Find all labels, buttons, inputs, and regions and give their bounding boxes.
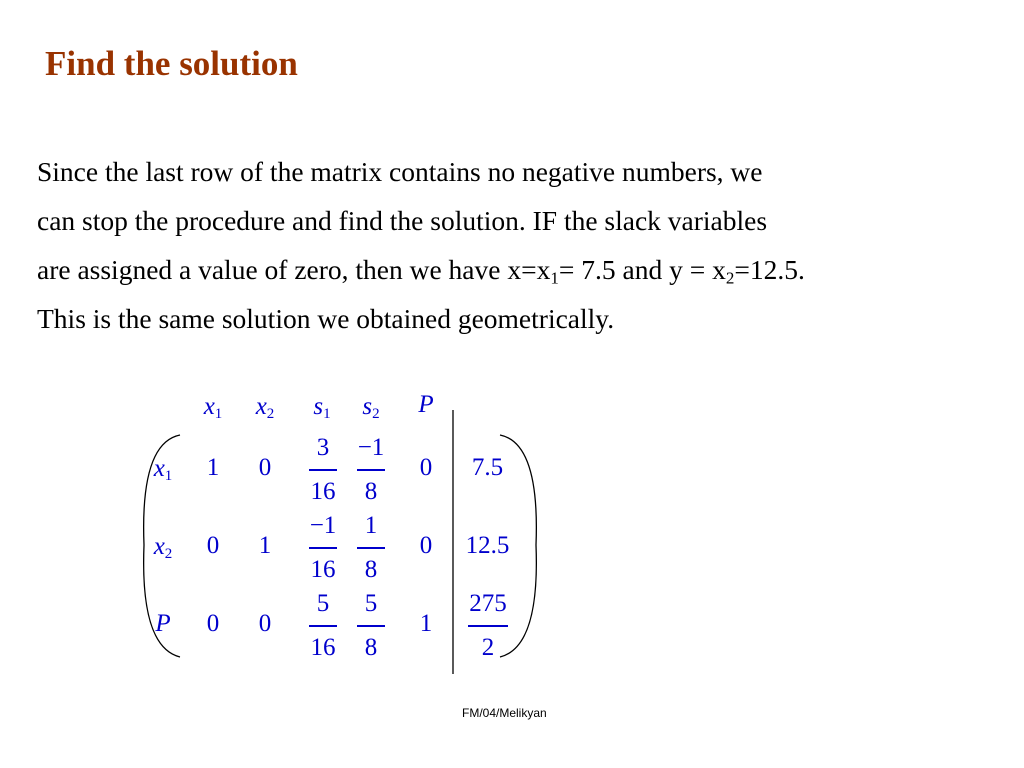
slide-title: Find the solution xyxy=(45,44,298,83)
body-line-4: This is the same solution we obtained geometrically. xyxy=(37,303,615,334)
header-s2: $s_2$ xyxy=(362,393,380,422)
slide-footer: FM/04/Melikyan xyxy=(462,706,547,720)
row2-x1: 0 xyxy=(206,532,220,559)
row-label-x2: $x_2$ xyxy=(153,533,173,562)
body-line-1: Since the last row of the matrix contains no negative numbers, we xyxy=(37,156,763,187)
row1-rhs: 7.5 xyxy=(471,454,504,481)
header-x2: $x_2$ xyxy=(255,393,275,422)
row3-s2-fraction: 5 8 xyxy=(351,589,391,663)
body-line-3-a: are assigned a value of zero, then we have x=x xyxy=(37,254,551,285)
body-line-3-sub1: 1 xyxy=(550,268,559,288)
row3-p: 1 xyxy=(419,610,433,637)
row1-s2-fraction: −1 8 xyxy=(357,434,385,505)
row1-p: 0 xyxy=(419,454,433,481)
row3-x1: 0 xyxy=(206,610,220,637)
row2-s2-fraction: 1 8 xyxy=(351,511,391,585)
row2-x2: 1 xyxy=(258,532,272,559)
body-line-2: can stop the procedure and find the solution. IF the slack variables xyxy=(37,205,768,236)
row3-s1-fraction: 5 16 xyxy=(310,590,336,661)
row3-rhs-fraction: 275 2 xyxy=(469,590,507,661)
row3-x2: 0 xyxy=(258,610,272,637)
row1-x1: 1 xyxy=(206,454,220,481)
row2-s1-fraction: −1 16 xyxy=(309,512,337,583)
row1-s1-fraction: 3 16 xyxy=(310,434,336,505)
slide-body xyxy=(37,147,1012,343)
body-line-3-b: = 7.5 and y = x xyxy=(558,254,726,285)
body-line-3 xyxy=(37,245,1012,294)
row2-p: 0 xyxy=(419,532,433,559)
simplex-tableau xyxy=(140,385,560,685)
header-s1: $s_1$ xyxy=(313,393,331,422)
header-p: P xyxy=(418,391,434,418)
body-line-3-c: =12.5. xyxy=(734,254,805,285)
row-label-x1: $x_1$ xyxy=(153,455,173,484)
row-label-p: P xyxy=(155,610,171,637)
body-line-3-sub2: 2 xyxy=(725,268,735,288)
header-x1: $x_1$ xyxy=(203,393,223,422)
row1-x2: 0 xyxy=(258,454,272,481)
row2-rhs: 12.5 xyxy=(465,532,510,559)
